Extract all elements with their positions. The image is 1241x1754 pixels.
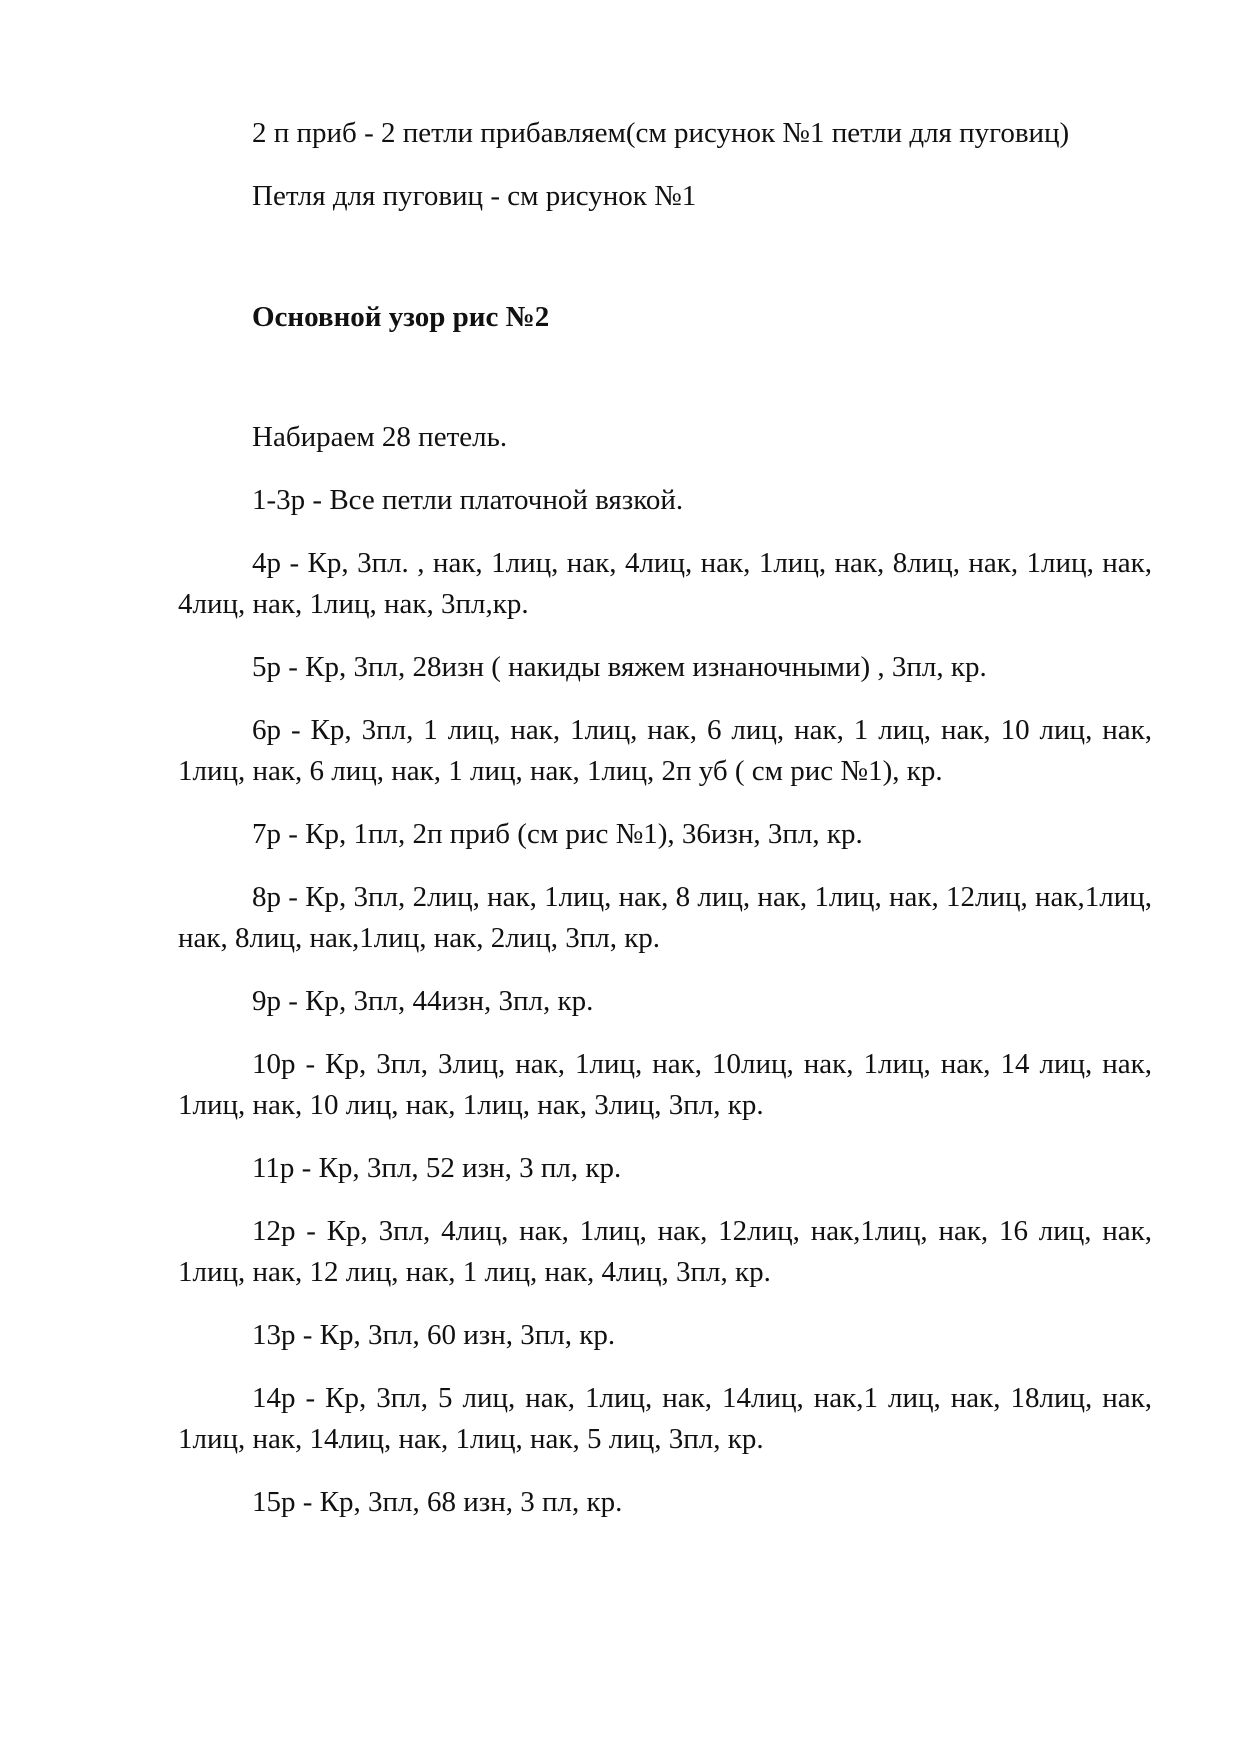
row-cast-on: Набираем 28 петель. bbox=[252, 421, 508, 453]
row-14: 14р - Кр, 3пл, 5 лиц, нак, 1лиц, нак, 14лиц, нак,1 лиц, нак, 18лиц, нак, 1лиц, нак, 14лиц, нак, 1лиц, нак, 5 лиц, 3пл, кр. bbox=[178, 1382, 1152, 1455]
spacer bbox=[178, 688, 1152, 710]
spacer bbox=[178, 1293, 1152, 1315]
section-heading: Основной узор рис №2 bbox=[252, 301, 550, 333]
spacer bbox=[178, 1126, 1152, 1148]
row-8: 8р - Кр, 3пл, 2лиц, нак, 1лиц, нак, 8 лиц, нак, 1лиц, нак, 12лиц, нак,1лиц, нак, 8лиц, нак,1лиц, нак, 2лиц, 3пл, кр. bbox=[178, 881, 1152, 954]
row-5: 5р - Кр, 3пл, 28изн ( накиды вяжем изнаночными) , 3пл, кр. bbox=[252, 651, 987, 683]
row-15: 15р - Кр, 3пл, 68 изн, 3 пл, кр. bbox=[252, 1486, 623, 1518]
intro-paragraph-1: 2 п приб - 2 петли прибавляем(см рисунок №1 петли для пуговиц) bbox=[252, 117, 1070, 149]
row-7: 7р - Кр, 1пл, 2п приб (см рис №1), 36изн, 3пл, кр. bbox=[252, 818, 863, 850]
intro-paragraph-2: Петля для пуговиц - см рисунок №1 bbox=[252, 180, 697, 212]
spacer bbox=[178, 521, 1152, 543]
spacer bbox=[178, 959, 1152, 981]
row-12: 12р - Кр, 3пл, 4лиц, нак, 1лиц, нак, 12лиц, нак,1лиц, нак, 16 лиц, нак, 1лиц, нак, 12 лиц, нак, 1 лиц, нак, 4лиц, 3пл, кр. bbox=[178, 1215, 1152, 1288]
spacer bbox=[178, 625, 1152, 647]
spacer bbox=[178, 1356, 1152, 1378]
row-6: 6р - Кр, 3пл, 1 лиц, нак, 1лиц, нак, 6 лиц, нак, 1 лиц, нак, 10 лиц, нак, 1лиц, нак, 6 лиц, нак, 1 лиц, нак, 1лиц, 2п уб ( см рис №1), кр. bbox=[178, 714, 1152, 787]
spacer bbox=[178, 1460, 1152, 1482]
spacer bbox=[178, 855, 1152, 877]
spacer bbox=[178, 1022, 1152, 1044]
row-1-3: 1-3р - Все петли платочной вязкой. bbox=[252, 484, 684, 516]
spacer bbox=[178, 154, 1152, 176]
spacer bbox=[178, 792, 1152, 814]
row-13: 13р - Кр, 3пл, 60 изн, 3пл, кр. bbox=[252, 1319, 616, 1351]
spacer bbox=[178, 458, 1152, 480]
row-11: 11р - Кр, 3пл, 52 изн, 3 пл, кр. bbox=[252, 1152, 622, 1184]
spacer bbox=[178, 1189, 1152, 1211]
spacer bbox=[178, 217, 1152, 297]
document-body bbox=[178, 113, 1152, 1523]
row-9: 9р - Кр, 3пл, 44изн, 3пл, кр. bbox=[252, 985, 594, 1017]
row-4: 4р - Кр, 3пл. , нак, 1лиц, нак, 4лиц, нак, 1лиц, нак, 8лиц, нак, 1лиц, нак, 4лиц, нак, 1лиц, нак, 3пл,кр. bbox=[178, 547, 1152, 620]
row-10: 10р - Кр, 3пл, 3лиц, нак, 1лиц, нак, 10лиц, нак, 1лиц, нак, 14 лиц, нак, 1лиц, нак, 10 лиц, нак, 1лиц, нак, 3лиц, 3пл, кр. bbox=[178, 1048, 1152, 1121]
spacer bbox=[178, 338, 1152, 417]
